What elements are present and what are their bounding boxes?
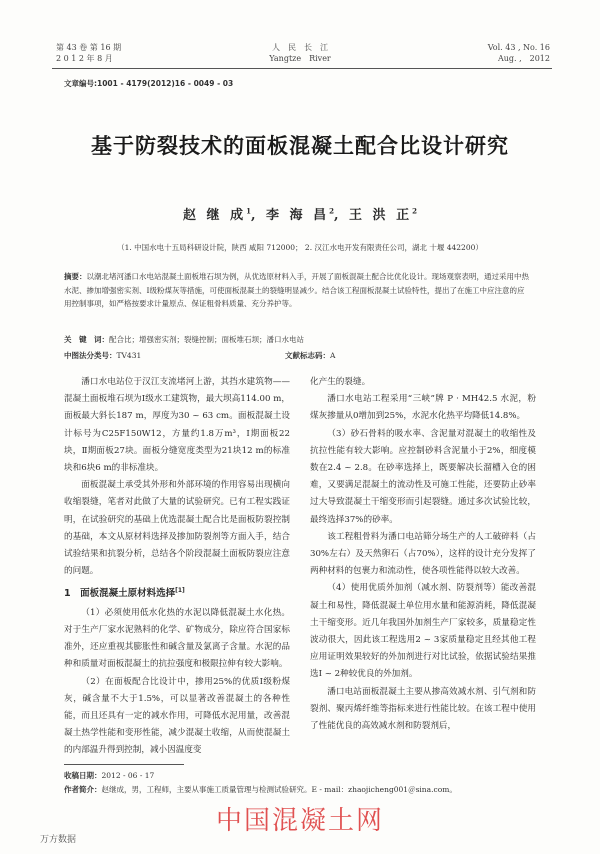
paragraph: （2）在面板配合比设计中，掺用25%的优质Ⅰ级粉煤灰，碱含量不大于1.5%，可以显著改善混凝土的各种性能，而且还具有一定的减水作用，可降低水泥用量，改善混凝土热学性能和变形性能，减少混凝土收缩，从而使混凝土的内部温升得到控制，减小因温度变 <box>64 676 290 756</box>
abstract-text: 以潮北堵河潘口水电站混凝土面板堆石坝为例，从优选原材料入手，开展了面板混凝土配合比优化设计。现场观察表明，通过采用中热水泥、掺加增强密实剂、Ⅰ级粉煤灰等措施，可使面板混凝土的裂缝明显减少。结合该工程面板混凝土试验特性，提出了在施工中应注意的应用控制事项，如严格按要求计量原点、保证粗骨料质量、充分养护等。 <box>64 272 529 308</box>
right-column <box>310 374 536 735</box>
source-mark: 万方数据 <box>40 835 77 845</box>
paragraph: 潘口电站面板混凝土主要从掺高效减水剂、引气剂和防裂剂、聚丙烯纤维等指标来进行性能比较。在该工程中使用了性能优良的高效减水剂和防裂剂后， <box>310 686 536 732</box>
paragraph: 潘口水电站工程采用“三峡”牌 P · MH42.5 水泥，粉煤灰掺量从0增加到25%，水泥水化热平均降低14.8%。 <box>310 394 536 422</box>
doc-code-value: A <box>330 351 336 360</box>
issue-date: 2 0 1 2 年 8 月 <box>56 54 113 63</box>
header-right <box>470 42 550 64</box>
volume-en: Vol. 43 , No. 16 <box>487 43 550 52</box>
classification: 中图法分类号：TV431 <box>64 351 142 360</box>
author-3: 王 洪 正$^2$ <box>349 206 417 223</box>
keywords <box>64 334 304 345</box>
received-date: 收稿日期：2012 - 06 - 17 <box>64 771 155 780</box>
volume-issue: 第 43 卷 第 16 期 <box>56 43 122 52</box>
abstract-label: 摘要： <box>64 272 87 281</box>
author-2: 李 海 昌$^2$ <box>266 206 334 223</box>
date-en: Aug. , 2012 <box>497 54 550 63</box>
paragraph: 该工程粗骨料为潘口电站筛分场生产的人工破碎料（占30%左右）及天然卵石（占70%），这样的设计充分发挥了两种材料的包裹力和流动性，使各项性能得以较大改善。 <box>310 531 536 577</box>
paragraph: （1）必须使用低水化热的水泥以降低混凝土水化热。对于生产厂家水泥熟料的化学、矿物成分，除应符合国家标准外，还应重视其膨胀性和碱含量及氯离子含量。水泥的品种和质量对面板混凝土的抗拉强度和极限拉伸有较大影响。 <box>64 607 290 670</box>
section-heading: 1 面板混凝土原材料选择[1] <box>64 587 185 600</box>
abstract <box>64 270 530 311</box>
class-number: TV431 <box>116 351 142 360</box>
keywords-text: 配合比；增强密实剂；裂缝控制；面板堆石坝；潘口水电站 <box>109 335 304 344</box>
author-list: 赵 继 成$^1$, 李 海 昌$^2$, 王 洪 正$^2$ <box>183 206 417 223</box>
paragraph: 潘口水电站位于汉江支流堵河上游，其挡水建筑物——混凝土面板堆石坝为Ⅰ级水工建筑物，最大坝高114.00 m，面板最大斜长187 m，厚度为30 ~ 63 cm。面板混凝土设计标号为C25F150W12，方量约1.8万m³，Ⅰ期面板22块，Ⅱ期面板27块。面板分缝宽度类型为21块12 m的标准块和6块6 m的非标准块。 <box>64 377 290 474</box>
doc-code: 文献标志码：A <box>285 351 336 360</box>
watermark: 中国混凝土网 <box>215 806 384 836</box>
paragraph: 面板混凝土承受其外形和外部环境的作用容易出现横向收缩裂缝，笔者对此做了大量的试验研究。已有工程实践证明，在试验研究的基础上优选混凝土配合比是面板防裂控制的基础，本文从原材料选择及掺加防裂剂等方面入手，结合试验结果和抗裂分析，总结各个阶段混凝土面板防裂应注意的问题。 <box>64 480 290 577</box>
paragraph: （3）砂石骨料的吸水率、含泥量对混凝土的收缩性及抗拉性能有较大影响。应控制砂料含泥量小于2%，细度模数在2.4 ~ 2.8。在砂率选择上，既要解决长溜槽入仓的困难，又要满足混凝土的流动性及可施工性能，还要防止砂率过大导致混凝土干缩变形而引起裂缝。通过多次试验比较，最终选择37%的砂率。 <box>310 428 536 525</box>
paper-title: 基于防裂技术的面板混凝土配合比设计研究 <box>91 134 509 158</box>
keywords-label: 关 键 词： <box>64 335 109 344</box>
header-left <box>56 42 121 64</box>
author-1: 赵 继 成$^1$ <box>183 206 251 223</box>
paragraph: （4）使用优质外加剂（减水剂、防裂剂等）能改善混凝土和易性，降低混凝土单位用水量和能源消耗，降低混凝土干缩变形。近几年我国外加剂生产厂家较多，质量稳定性波动很大，因此该工程选用2 ~ 3家质量稳定且经其他工程应用证明效果较好的外加剂进行对比试验，依据试验结果推选Ⅰ ~ 2种较优良的外加剂。 <box>310 583 536 680</box>
journal-name-en: Yangtze River <box>269 54 331 63</box>
author-bio: 作者简介：赵继成，男，工程师，主要从事施工质量管理与检测试验研究。E - mail：zhaojicheng001＠sina.com。 <box>64 785 457 794</box>
footnote-rule <box>64 764 184 765</box>
affiliation: （1. 中国水电十五局科研设计院，陕西 咸阳 712000； 2. 汉江水电开发有限责任公司，湖北 十堰 442200） <box>117 243 483 252</box>
paragraph: 化产生的裂缝。 <box>310 377 371 387</box>
header-center <box>250 42 350 64</box>
article-id: 文章编号:1001 - 4179(2012)16 - 0049 - 03 <box>64 79 234 88</box>
left-column <box>64 374 290 760</box>
journal-name-cn: 人 民 长 江 <box>272 43 328 52</box>
header-rule <box>52 68 552 69</box>
